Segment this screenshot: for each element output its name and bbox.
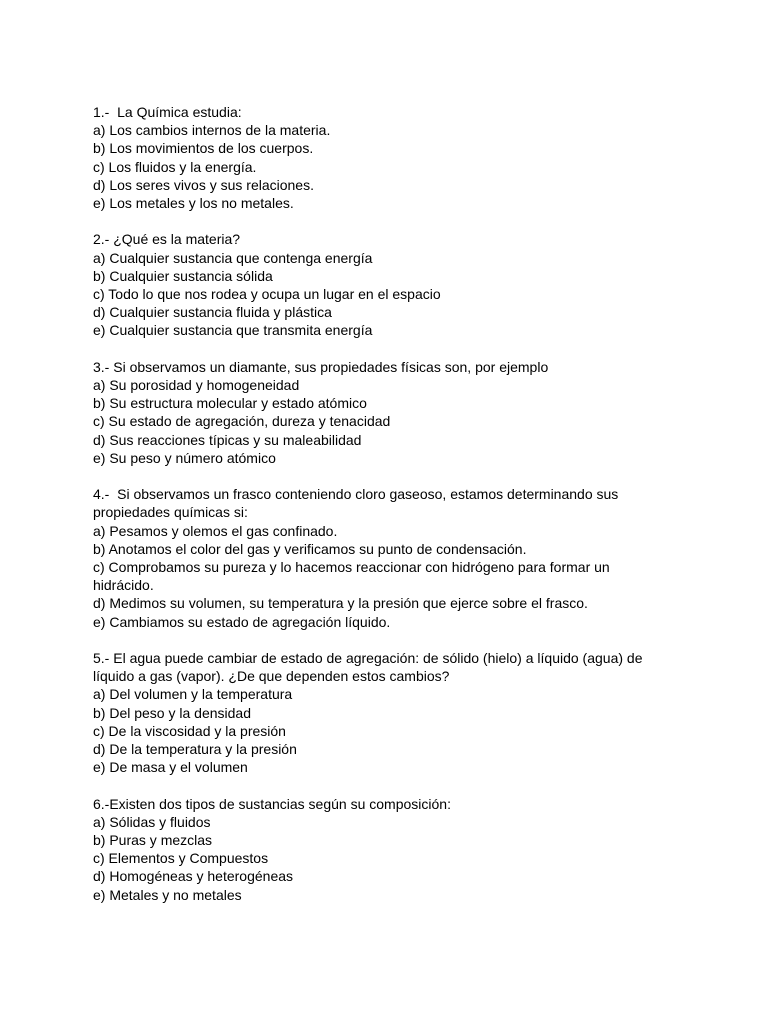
question-2-option-b: b) Cualquier sustancia sólida	[93, 267, 273, 284]
question-3-option-a: a) Su porosidad y homogeneidad	[93, 377, 300, 394]
question-2-prompt: 2.- ¿Qué es la materia?	[93, 231, 241, 248]
question-4-option-e: e) Cambiamos su estado de agregación líquido.	[93, 613, 391, 630]
question-5	[93, 649, 693, 776]
question-2-option-a: a) Cualquier sustancia que contenga energía	[93, 249, 373, 266]
question-5-option-e: e) De masa y el volumen	[93, 759, 248, 776]
question-2-option-e: e) Cualquier sustancia que transmita energía	[93, 322, 373, 339]
question-6-option-e: e) Metales y no metales	[93, 886, 242, 903]
question-4-option-a: a) Pesamos y olemos el gas confinado.	[93, 522, 338, 539]
question-3-option-e: e) Su peso y número atómico	[93, 449, 276, 466]
question-4-prompt-continued: propiedades químicas si:	[93, 504, 248, 521]
question-3-prompt: 3.- Si observamos un diamante, sus propiedades físicas son, por ejemplo	[93, 358, 549, 375]
question-4-option-b: b) Anotamos el color del gas y verificamos su punto de condensación.	[93, 540, 527, 557]
question-5-prompt-continued: líquido a gas (vapor). ¿De que dependen estos cambios?	[93, 668, 450, 685]
question-1-option-d: d) Los seres vivos y sus relaciones.	[93, 176, 314, 193]
question-3	[93, 358, 693, 467]
question-5-prompt: 5.- El agua puede cambiar de estado de agregación: de sólido (hielo) a líquido (agua) de	[93, 650, 643, 667]
question-6-option-a: a) Sólidas y fluidos	[93, 813, 211, 830]
question-3-option-b: b) Su estructura molecular y estado atómico	[93, 395, 367, 412]
question-1-prompt: 1.- La Química estudia:	[93, 104, 242, 120]
document-page	[93, 103, 693, 922]
question-1-option-b: b) Los movimientos de los cuerpos.	[93, 140, 314, 157]
question-4-option-d: d) Medimos su volumen, su temperatura y la presión que ejerce sobre el frasco.	[93, 595, 588, 612]
question-5-option-c: c) De la viscosidad y la presión	[93, 722, 286, 739]
question-5-option-d: d) De la temperatura y la presión	[93, 741, 297, 758]
question-4	[93, 485, 693, 631]
question-2	[93, 230, 693, 339]
question-5-option-a: a) Del volumen y la temperatura	[93, 686, 293, 703]
question-1-option-c: c) Los fluidos y la energía.	[93, 158, 257, 175]
question-1	[93, 103, 693, 212]
question-3-option-c: c) Su estado de agregación, dureza y tenacidad	[93, 413, 391, 430]
question-1-option-e: e) Los metales y los no metales.	[93, 195, 294, 212]
question-3-option-d: d) Sus reacciones típicas y su maleabilidad	[93, 431, 362, 448]
question-4-prompt: 4.- Si observamos un frasco conteniendo cloro gaseoso, estamos determinando sus	[93, 486, 619, 503]
question-6	[93, 795, 693, 904]
question-6-prompt: 6.-Existen dos tipos de sustancias según su composición:	[93, 795, 451, 812]
question-1-option-a: a) Los cambios internos de la materia.	[93, 122, 331, 139]
question-2-option-c: c) Todo lo que nos rodea y ocupa un lugar en el espacio	[93, 286, 441, 303]
question-4-option-c-continued: hidrácido.	[93, 577, 154, 594]
question-6-option-d: d) Homogéneas y heterogéneas	[93, 868, 294, 885]
question-5-option-b: b) Del peso y la densidad	[93, 704, 251, 721]
question-6-option-c: c) Elementos y Compuestos	[93, 850, 269, 867]
question-4-option-c: c) Comprobamos su pureza y lo hacemos reaccionar con hidrógeno para formar un	[93, 559, 610, 576]
question-2-option-d: d) Cualquier sustancia fluida y plástica	[93, 304, 332, 321]
question-6-option-b: b) Puras y mezclas	[93, 832, 213, 849]
